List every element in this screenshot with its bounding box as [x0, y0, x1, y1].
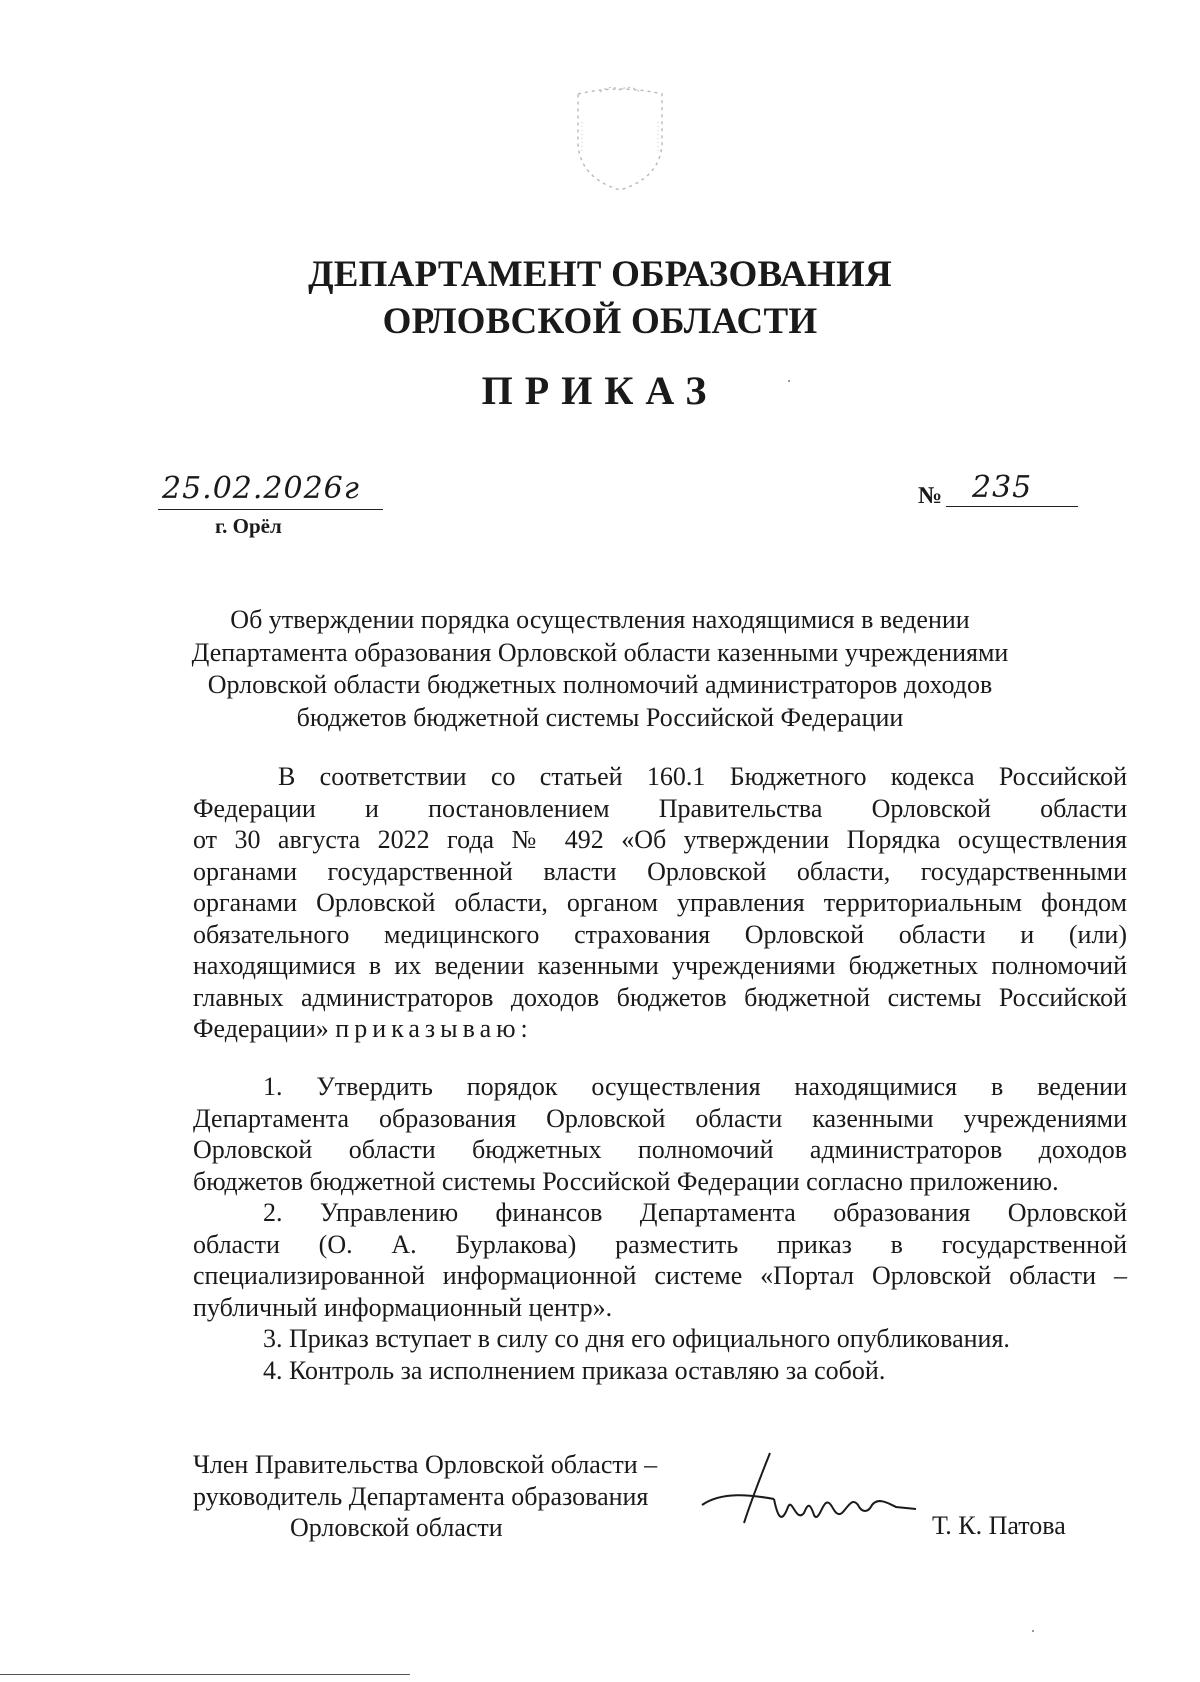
scan-speck [788, 380, 790, 382]
preamble-line: органами государственной власти Орловской области, государственными [193, 856, 1127, 886]
order-item-3 [263, 1323, 1123, 1355]
preamble-line: находящимися в их ведении казенными учреждениями бюджетных полномочий [193, 951, 1127, 980]
preamble-paragraph [193, 761, 1127, 1045]
order-number: 235 [972, 470, 1033, 505]
subject-line: Орловской области бюджетных полномочий администраторов доходов [207, 670, 993, 699]
city-label: г. Орёл [215, 514, 282, 538]
order-item-2 [193, 1197, 1127, 1323]
subject-line: Департамента образования Орловской области казенными учреждениями [191, 637, 1009, 667]
signatory-line: Член Правительства Орловской области – [193, 1450, 658, 1479]
signatory-position [193, 1449, 657, 1544]
preamble-last-line-start: Федерации» [193, 1014, 329, 1043]
preamble-line: от 30 августа 2022 года № 492 «Об утверждении Порядка осуществления [193, 825, 1127, 854]
order-item-1 [193, 1071, 1127, 1197]
subject-line: Об утверждении порядка осуществления находящимися в ведении [230, 605, 970, 634]
number-sign: № [918, 483, 943, 509]
item-line: 2. Управлению финансов Департамента образования Орловской [263, 1198, 1127, 1227]
item-line: области (О. А. Бурлакова) разместить приказ в государственной [193, 1229, 1127, 1259]
bottom-edge-line [0, 1674, 410, 1675]
preamble-line: В соответствии со статьей 160.1 Бюджетного кодекса Российской [278, 762, 1127, 791]
preamble-line: главных администраторов доходов бюджетов бюджетной системы Российской [193, 982, 1127, 1012]
order-subject [0, 604, 1200, 734]
item-line: 1. Утвердить порядок осуществления находящимися в ведении [263, 1072, 1127, 1101]
department-name-line1: ДЕПАРТАМЕНТ ОБРАЗОВАНИЯ [308, 254, 892, 295]
preamble-line: органами Орловской области, органом управления территориальным фондом [193, 888, 1127, 917]
item-line: 3. Приказ вступает в силу со дня его официального опубликования. [263, 1324, 1010, 1353]
signatory-line: Орловской области [290, 1513, 503, 1542]
preamble-line: обязательного медицинского страхования Орловской области и (или) [193, 919, 1127, 949]
date-underline [158, 509, 383, 510]
order-word: приказываю: [335, 1014, 533, 1043]
signatory-line: руководитель Департамента образования [193, 1481, 649, 1511]
preamble-last-line [193, 1013, 1127, 1045]
document-type-title: ПРИКАЗ [481, 368, 719, 413]
item-line: Департамента образования Орловской области казенными учреждениями [193, 1103, 1127, 1133]
signatory-name: Т. К. Патова [932, 1511, 1066, 1540]
number-underline [946, 506, 1078, 507]
coat-of-arms-emblem [570, 82, 670, 194]
department-name-line2: ОРЛОВСКОЙ ОБЛАСТИ [382, 301, 818, 342]
order-item-4 [263, 1355, 1123, 1387]
item-line: бюджетов бюджетной системы Российской Федерации согласно приложению. [193, 1166, 1059, 1196]
item-line: 4. Контроль за исполнением приказа оставляю за собой. [263, 1356, 886, 1385]
handwritten-signature [692, 1443, 922, 1543]
scan-speck [1032, 1630, 1034, 1632]
preamble-line: Федерации и постановлением Правительства Орловской области [193, 793, 1127, 823]
subject-line: бюджетов бюджетной системы Российской Федерации [296, 702, 904, 732]
item-line: публичный информационный центр». [193, 1292, 613, 1322]
item-line: Орловской области бюджетных полномочий администраторов доходов [193, 1135, 1127, 1164]
order-date: 25.02.2026г [162, 471, 360, 506]
item-line: специализированной информационной системе «Портал Орловской области – [193, 1261, 1127, 1290]
